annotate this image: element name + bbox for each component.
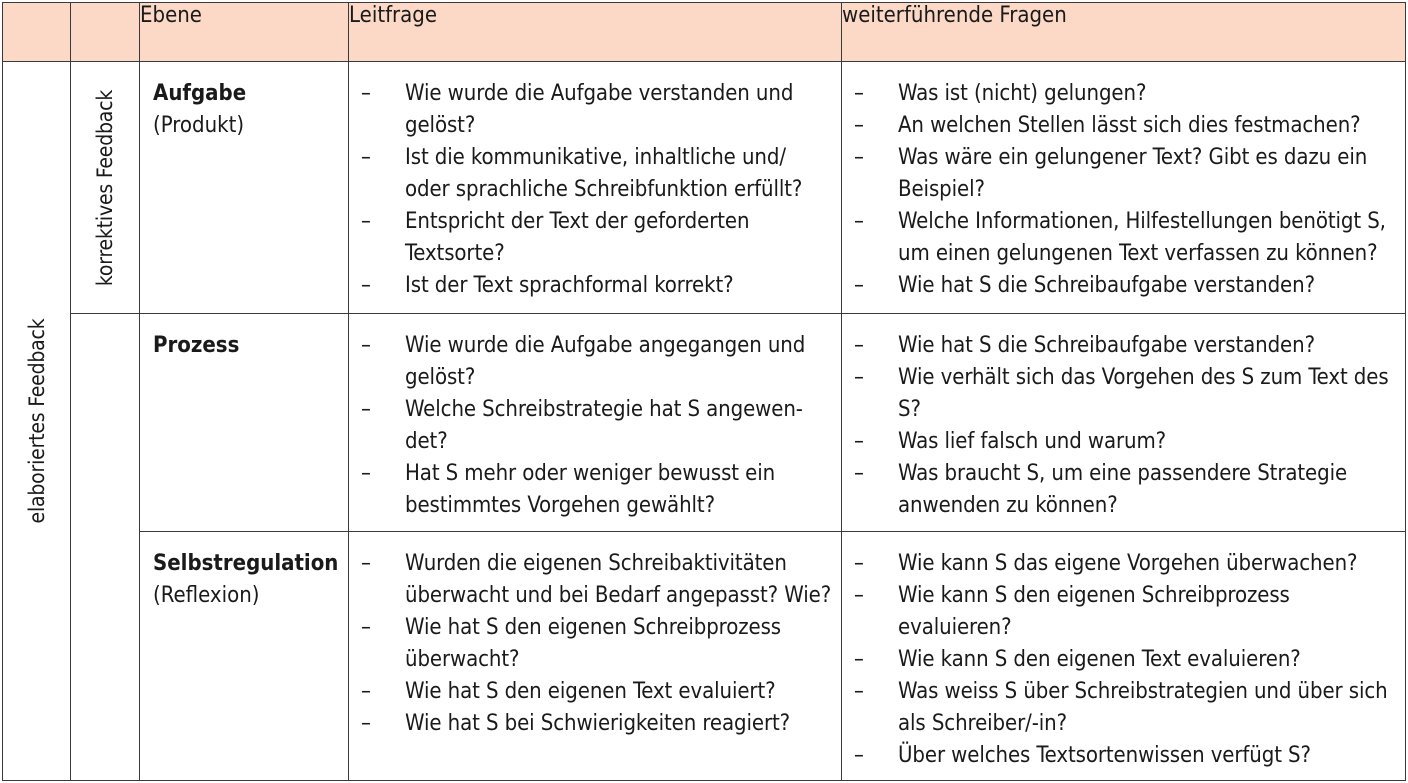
- list-item: [361, 142, 833, 206]
- header-blank-inner: [71, 3, 140, 62]
- leitfrage-cell: [349, 62, 842, 314]
- dash-bullet: –: [854, 429, 864, 454]
- header-ebene: Ebene: [140, 3, 349, 62]
- feedback-table: [2, 2, 1406, 781]
- list-item: [854, 142, 1397, 206]
- dash-bullet: –: [361, 145, 371, 170]
- weiterfuehrende-cell: [842, 62, 1406, 314]
- list-item: [854, 330, 1397, 362]
- dash-bullet: –: [854, 647, 864, 672]
- level-cell: [140, 314, 349, 532]
- dash-bullet: –: [361, 551, 371, 576]
- dash-bullet: –: [361, 397, 371, 422]
- list-item: [361, 78, 833, 142]
- level-subtitle: (Reflexion): [153, 583, 260, 608]
- weiterfuehrende-list: [842, 314, 1405, 522]
- question-text: An welchen Stellen lässt sich dies festmachen?: [898, 113, 1361, 138]
- leitfrage-cell: [349, 314, 842, 532]
- list-item: [854, 548, 1397, 580]
- question-text: Wie hat S bei Schwierigkeiten reagiert?: [405, 711, 791, 736]
- question-text: Über welches Textsortenwissen verfügt S?: [898, 743, 1311, 768]
- dash-bullet: –: [361, 679, 371, 704]
- dash-bullet: –: [854, 145, 864, 170]
- header-blank-outer: [3, 3, 71, 62]
- question-text: Wie wurde die Aufgabe angegangen und gelöst?: [405, 333, 806, 390]
- weiterfuehrende-list: [842, 62, 1405, 302]
- level-name: Selbstregulation: [153, 551, 339, 576]
- question-text: Welche Informationen, Hilfestellungen benötigt S, um einen gelungenen Text verfassen zu können?: [898, 209, 1386, 266]
- dash-bullet: –: [854, 333, 864, 358]
- dash-bullet: –: [854, 551, 864, 576]
- level-name: Prozess: [153, 333, 240, 358]
- list-item: [361, 394, 833, 458]
- weiterfuehrende-list: [842, 532, 1405, 772]
- question-text: Wie hat S den eigenen Schreibprozess überwacht?: [405, 615, 782, 672]
- header-row: [3, 3, 1406, 62]
- dash-bullet: –: [854, 365, 864, 390]
- dash-bullet: –: [854, 679, 864, 704]
- list-item: [854, 644, 1397, 676]
- question-text: Was lief falsch und warum?: [898, 429, 1167, 454]
- list-item: [361, 548, 833, 612]
- list-item: [361, 330, 833, 394]
- dash-bullet: –: [854, 209, 864, 234]
- level-subtitle: (Produkt): [153, 113, 245, 138]
- inner-blank-cell: [71, 314, 140, 781]
- leitfrage-cell: [349, 532, 842, 781]
- question-text: Ist die kommunikative, inhaltliche und/ oder sprachliche Schreibfunktion erfüllt?: [405, 145, 803, 202]
- list-item: [854, 362, 1397, 426]
- dash-bullet: –: [854, 81, 864, 106]
- level-name: Aufgabe: [153, 81, 247, 106]
- side-label-elaboriertes-feedback: elaboriertes Feedback: [24, 318, 49, 524]
- dash-bullet: –: [361, 273, 371, 298]
- list-item: [361, 612, 833, 676]
- list-item: [854, 110, 1397, 142]
- side-label-korrektives-feedback: korrektives Feedback: [93, 89, 117, 286]
- question-text: Welche Schreibstrategie hat S angewen-det?: [405, 397, 803, 454]
- list-item: [361, 270, 833, 302]
- question-text: Was wäre ein gelungener Text? Gibt es dazu ein Beispiel?: [898, 145, 1368, 202]
- question-text: Wie hat S die Schreibaufgabe verstanden?: [898, 273, 1315, 298]
- list-item: [854, 740, 1397, 772]
- question-text: Wie kann S das eigene Vorgehen überwachen?: [898, 551, 1358, 576]
- dash-bullet: –: [854, 273, 864, 298]
- dash-bullet: –: [854, 743, 864, 768]
- question-text: Wie hat S den eigenen Text evaluiert?: [405, 679, 776, 704]
- leitfrage-list: [349, 62, 841, 302]
- list-item: [854, 580, 1397, 644]
- level-cell: [140, 532, 349, 781]
- question-text: Was ist (nicht) gelungen?: [898, 81, 1147, 106]
- question-text: Ist der Text sprachformal korrekt?: [405, 273, 734, 298]
- header-weiterfuehrende-fragen: weiterführende Fragen: [842, 3, 1406, 62]
- weiterfuehrende-cell: [842, 532, 1406, 781]
- question-text: Wurden die eigenen Schreibaktivitäten überwacht und bei Bedarf angepasst? Wie?: [405, 551, 832, 608]
- question-text: Wie kann S den eigenen Text evaluieren?: [898, 647, 1301, 672]
- weiterfuehrende-cell: [842, 314, 1406, 532]
- list-item: [854, 78, 1397, 110]
- inner-side-label-cell: [71, 62, 140, 314]
- list-item: [854, 426, 1397, 458]
- list-item: [361, 708, 833, 740]
- list-item: [854, 676, 1397, 740]
- outer-side-label-cell: [3, 62, 71, 781]
- question-text: Was braucht S, um eine passendere Strategie anwenden zu können?: [898, 461, 1348, 518]
- dash-bullet: –: [361, 615, 371, 640]
- question-text: Was weiss S über Schreibstrategien und über sich als Schreiber/-in?: [898, 679, 1388, 736]
- dash-bullet: –: [854, 113, 864, 138]
- header-leitfrage: Leitfrage: [349, 3, 842, 62]
- list-item: [854, 458, 1397, 522]
- question-text: Wie hat S die Schreibaufgabe verstanden?: [898, 333, 1315, 358]
- question-text: Entspricht der Text der geforderten Textsorte?: [405, 209, 750, 266]
- dash-bullet: –: [361, 209, 371, 234]
- list-item: [361, 206, 833, 270]
- level-cell: [140, 62, 349, 314]
- dash-bullet: –: [854, 461, 864, 486]
- question-text: Wie verhält sich das Vorgehen des S zum Text des S?: [898, 365, 1389, 422]
- dash-bullet: –: [361, 711, 371, 736]
- table-row: [3, 532, 1406, 781]
- list-item: [361, 458, 833, 522]
- question-text: Hat S mehr oder weniger bewusst ein bestimmtes Vorgehen gewählt?: [405, 461, 776, 518]
- question-text: Wie wurde die Aufgabe verstanden und gelöst?: [405, 81, 794, 138]
- question-text: Wie kann S den eigenen Schreibprozess evaluieren?: [898, 583, 1290, 640]
- dash-bullet: –: [854, 583, 864, 608]
- leitfrage-list: [349, 532, 841, 740]
- dash-bullet: –: [361, 81, 371, 106]
- list-item: [854, 206, 1397, 270]
- leitfrage-list: [349, 314, 841, 522]
- list-item: [854, 270, 1397, 302]
- table-row: [3, 314, 1406, 532]
- table-row: [3, 62, 1406, 314]
- dash-bullet: –: [361, 333, 371, 358]
- dash-bullet: –: [361, 461, 371, 486]
- list-item: [361, 676, 833, 708]
